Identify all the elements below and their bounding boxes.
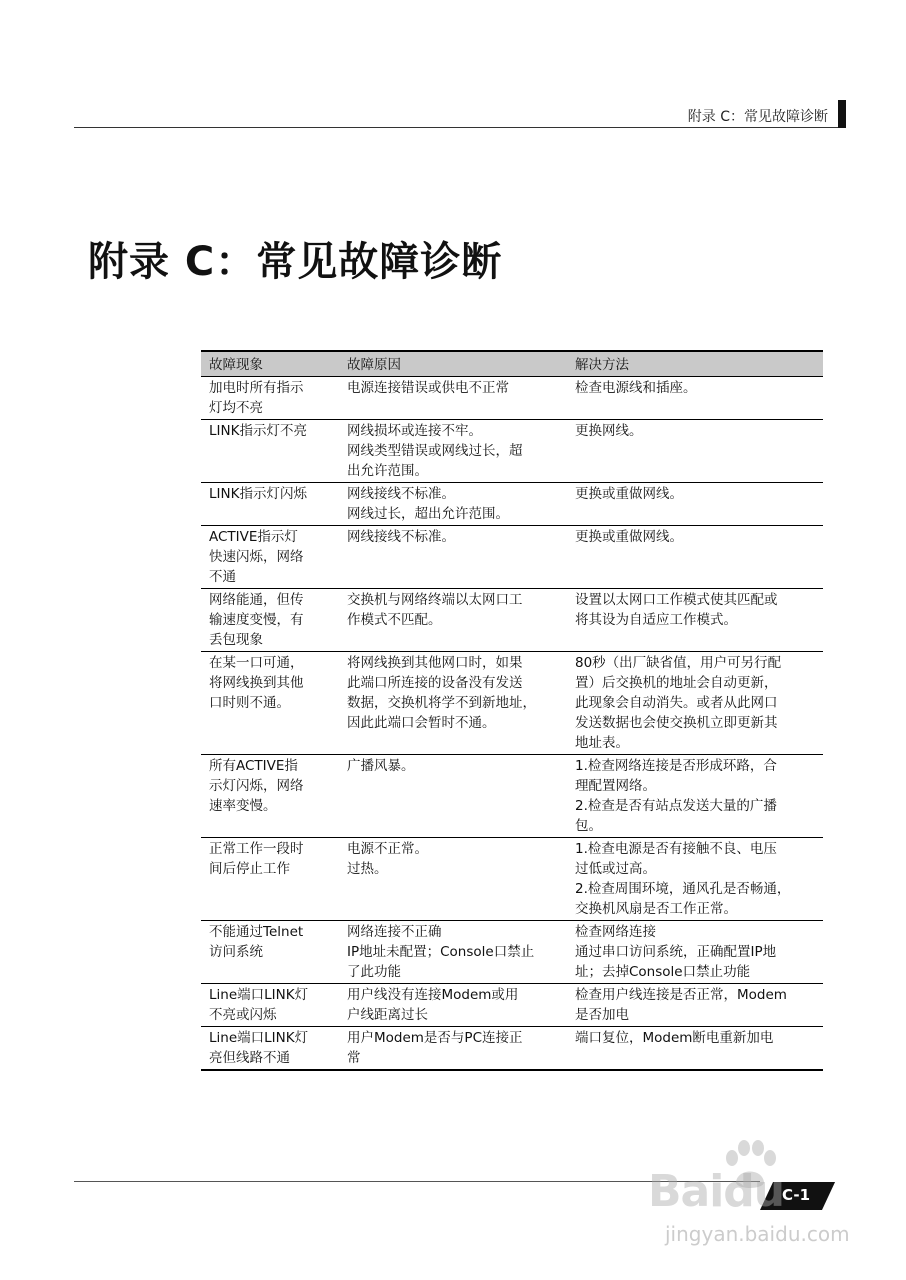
table-row [201, 526, 823, 589]
cell-line: 网线接线不标准。 [347, 529, 455, 545]
cell-line: 是否加电 [575, 1007, 629, 1023]
cell-solution [567, 1027, 823, 1071]
cell-symptom [201, 589, 339, 652]
cell-line: 地址表。 [575, 735, 629, 751]
table-row [201, 984, 823, 1027]
cell-line: 端口复位，Modem断电重新加电 [575, 1030, 774, 1046]
cell-line: 交换机风扇是否工作正常。 [575, 901, 737, 917]
column-header-solution: 解决方法 [567, 351, 823, 377]
cell-solution [567, 755, 823, 838]
table-row [201, 1027, 823, 1071]
header-bar [838, 100, 846, 128]
table-row [201, 921, 823, 984]
cell-line: 作模式不匹配。 [347, 612, 442, 628]
watermark-url: jingyan.baidu.com [665, 1222, 850, 1246]
cell-line: 网线接线不标准。 [347, 486, 455, 502]
cell-line: 电源不正常。 [347, 841, 428, 857]
cell-symptom [201, 420, 339, 483]
cell-cause [339, 526, 567, 589]
cell-line: 发送数据也会使交换机立即更新其 [575, 715, 778, 731]
cell-line: 了此功能 [347, 964, 401, 980]
cell-solution [567, 420, 823, 483]
cell-line: 此现象会自动消失。或者从此网口 [575, 695, 778, 711]
cell-cause [339, 589, 567, 652]
cell-symptom [201, 838, 339, 921]
cell-line: LINK指示灯闪烁 [209, 486, 307, 502]
cell-symptom [201, 377, 339, 420]
cell-line: 亮但线路不通 [209, 1050, 290, 1066]
cell-line: 包。 [575, 818, 602, 834]
watermark-brand: Baidu [648, 1166, 785, 1217]
cell-line: 灯均不亮 [209, 400, 263, 416]
troubleshooting-table-wrap [201, 350, 823, 1071]
cell-line: 过热。 [347, 861, 388, 877]
cell-line: 广播风暴。 [347, 758, 415, 774]
troubleshooting-table [201, 350, 823, 1071]
cell-line: 将其设为自适应工作模式。 [575, 612, 737, 628]
cell-cause [339, 420, 567, 483]
cell-line: 址；去掉Console口禁止功能 [575, 964, 751, 980]
page-title: 附录 C：常见故障诊断 [88, 239, 503, 285]
cell-line: 置）后交换机的地址会自动更新， [575, 675, 778, 691]
cell-solution [567, 526, 823, 589]
cell-solution [567, 589, 823, 652]
cell-line: 网线过长，超出允许范围。 [347, 506, 509, 522]
cell-line: 户线距离过长 [347, 1007, 428, 1023]
cell-solution [567, 652, 823, 755]
cell-symptom [201, 984, 339, 1027]
cell-line: 因此此端口会暂时不通。 [347, 715, 496, 731]
table-row [201, 483, 823, 526]
cell-line: 加电时所有指示 [209, 380, 304, 396]
cell-line: 1.检查网络连接是否形成环路，合 [575, 758, 777, 774]
cell-line: 将网线换到其他网口时，如果 [347, 655, 523, 671]
cell-cause [339, 652, 567, 755]
cell-line: 电源连接错误或供电不正常 [347, 380, 509, 396]
column-header-cause: 故障原因 [339, 351, 567, 377]
table-row [201, 589, 823, 652]
cell-line: 网络能通，但传 [209, 592, 304, 608]
cell-line: 不亮或闪烁 [209, 1007, 277, 1023]
cell-line: 丢包现象 [209, 632, 263, 648]
page-number: C-1 [782, 1186, 811, 1204]
cell-line: 更换或重做网线。 [575, 486, 683, 502]
cell-line: 不能通过Telnet [209, 924, 304, 940]
cell-line: LINK指示灯不亮 [209, 423, 307, 439]
cell-line: 间后停止工作 [209, 861, 290, 877]
cell-line: 输速度变慢，有 [209, 612, 304, 628]
cell-line: 过低或过高。 [575, 861, 656, 877]
cell-cause [339, 377, 567, 420]
cell-solution [567, 838, 823, 921]
cell-line: 在某一口可通， [209, 655, 304, 671]
cell-line: 常 [347, 1050, 361, 1066]
cell-cause [339, 1027, 567, 1071]
cell-line: 检查电源线和插座。 [575, 380, 697, 396]
table-header-row [201, 351, 823, 377]
cell-line: 不通 [209, 569, 236, 585]
cell-line: 网线类型错误或网线过长，超 [347, 443, 523, 459]
cell-line: IP地址未配置；Console口禁止 [347, 944, 535, 960]
column-header-symptom: 故障现象 [201, 351, 339, 377]
cell-line: 此端口所连接的设备没有发送 [347, 675, 523, 691]
cell-line: 正常工作一段时 [209, 841, 304, 857]
cell-solution [567, 483, 823, 526]
cell-line: 检查网络连接 [575, 924, 656, 940]
cell-line: 速率变慢。 [209, 798, 277, 814]
cell-solution [567, 984, 823, 1027]
cell-line: 网线损坏或连接不牢。 [347, 423, 482, 439]
cell-line: 用户线没有连接Modem或用 [347, 987, 519, 1003]
cell-line: 用户Modem是否与PC连接正 [347, 1030, 523, 1046]
cell-symptom [201, 652, 339, 755]
cell-symptom [201, 1027, 339, 1071]
cell-cause [339, 483, 567, 526]
cell-line: Line端口LINK灯 [209, 987, 309, 1003]
cell-symptom [201, 526, 339, 589]
cell-line: 更换或重做网线。 [575, 529, 683, 545]
cell-line: 设置以太网口工作模式使其匹配或 [575, 592, 778, 608]
cell-line: ACTIVE指示灯 [209, 529, 298, 545]
cell-line: 1.检查电源是否有接触不良、电压 [575, 841, 777, 857]
cell-line: 快速闪烁，网络 [209, 549, 304, 565]
cell-symptom [201, 921, 339, 984]
cell-line: 示灯闪烁，网络 [209, 778, 304, 794]
cell-line: 交换机与网络终端以太网口工 [347, 592, 523, 608]
table-row [201, 652, 823, 755]
cell-line: 2.检查周围环境，通风孔是否畅通， [575, 881, 791, 897]
cell-cause [339, 838, 567, 921]
cell-symptom [201, 483, 339, 526]
table-row [201, 377, 823, 420]
cell-line: 更换网线。 [575, 423, 643, 439]
cell-line: 所有ACTIVE指 [209, 758, 298, 774]
cell-line: 出允许范围。 [347, 463, 428, 479]
cell-line: 访问系统 [209, 944, 263, 960]
table-row [201, 420, 823, 483]
cell-cause [339, 921, 567, 984]
cell-line: 将网线换到其他 [209, 675, 304, 691]
cell-line: 数据，交换机将学不到新地址， [347, 695, 536, 711]
cell-line: Line端口LINK灯 [209, 1030, 309, 1046]
cell-line: 口时则不通。 [209, 695, 290, 711]
table-row [201, 755, 823, 838]
running-header: 附录 C：常见故障诊断 [687, 109, 828, 125]
cell-solution [567, 377, 823, 420]
cell-symptom [201, 755, 339, 838]
cell-line: 网络连接不正确 [347, 924, 442, 940]
cell-line: 80秒（出厂缺省值，用户可另行配 [575, 655, 782, 671]
cell-line: 理配置网络。 [575, 778, 656, 794]
cell-line: 2.检查是否有站点发送大量的广播 [575, 798, 777, 814]
cell-line: 通过串口访问系统，正确配置IP地 [575, 944, 777, 960]
cell-cause [339, 984, 567, 1027]
table-row [201, 838, 823, 921]
cell-solution [567, 921, 823, 984]
cell-line: 检查用户线连接是否正常，Modem [575, 987, 787, 1003]
header-rule [74, 127, 842, 128]
cell-cause [339, 755, 567, 838]
